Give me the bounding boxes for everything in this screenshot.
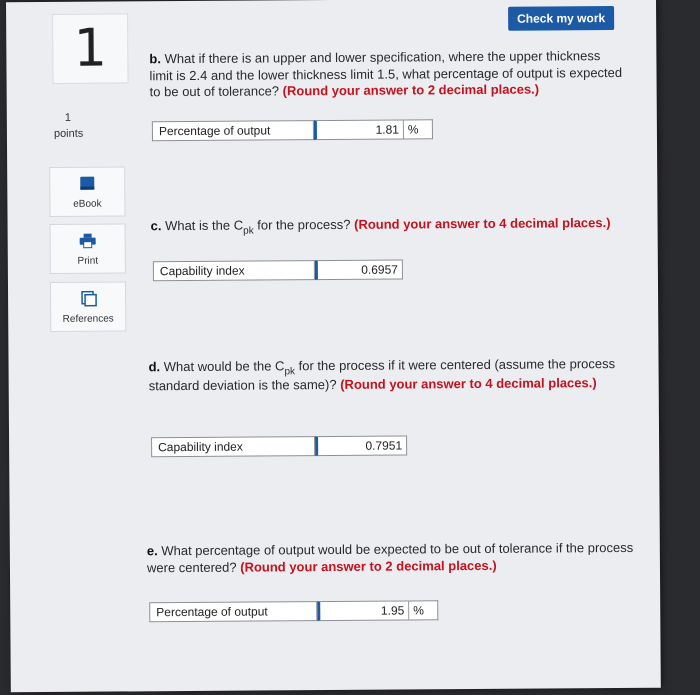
question-e (147, 540, 647, 576)
sidebar-references[interactable] (50, 281, 126, 332)
question-d-letter: d. (148, 359, 161, 375)
answer-e-input[interactable]: 1.95 (317, 600, 409, 621)
answer-c-input[interactable]: 0.6957 (315, 260, 403, 281)
answer-b-unit: % (404, 119, 433, 139)
answer-d-label: Capability index (151, 436, 315, 457)
answer-c-row (153, 260, 403, 282)
question-number-box (52, 13, 128, 84)
question-d-instruction: (Round your answer to 4 decimal places.) (340, 374, 597, 392)
check-my-work-button[interactable]: Check my work (508, 6, 614, 31)
points-value: 1 (64, 111, 71, 124)
question-e-letter: e. (146, 543, 158, 559)
answer-b-row (152, 119, 433, 141)
sidebar-print[interactable] (50, 223, 126, 274)
question-c-letter: c. (150, 218, 162, 234)
question-b-letter: b. (149, 51, 162, 67)
question-c-instruction: (Round your answer to 4 decimal places.) (354, 215, 611, 232)
answer-c-label: Capability index (153, 260, 315, 281)
question-e-text: What percentage of output would be expected to be out of tolerance if the process were centered? (146, 539, 634, 575)
question-c (151, 215, 641, 237)
answer-d-input[interactable]: 0.7951 (315, 435, 407, 456)
question-d-text-pre: What would be the C (163, 358, 285, 375)
sidebar-ebook-label: eBook (73, 198, 102, 210)
printer-icon (79, 233, 97, 249)
answer-d-row (151, 435, 407, 457)
sidebar-ebook[interactable] (49, 166, 125, 217)
question-c-subscript: pk (243, 225, 254, 237)
question-d-subscript: pk (284, 366, 296, 378)
references-icon (79, 291, 97, 307)
answer-e-unit: % (409, 600, 438, 620)
answer-e-row (149, 600, 438, 622)
answer-b-label: Percentage of output (152, 120, 314, 141)
question-b-text: What if there is an upper and lower specification, where the upper thickness limit is 2.4 and the lower thickness limit 1.5, what percentage of output is expected to be out of tolerance? (149, 48, 623, 100)
question-d (149, 356, 629, 394)
assignment-page (6, 0, 661, 692)
question-b-instruction: (Round your answer to 2 decimal places.) (282, 81, 540, 99)
question-d-text-post: for the process if it were centered (assume the process standard deviation is the same)? (148, 356, 616, 393)
book-icon (78, 176, 96, 192)
points-label: points (53, 127, 84, 140)
question-c-text-post: for the process? (253, 216, 351, 233)
answer-e-label: Percentage of output (149, 601, 317, 622)
question-number: 1 (73, 18, 108, 79)
question-e-instruction: (Round your answer to 2 decimal places.) (240, 557, 497, 575)
question-c-text-pre: What is the C (164, 217, 244, 234)
sidebar-print-label: Print (77, 255, 99, 267)
answer-b-input[interactable]: 1.81 (314, 119, 404, 140)
question-b (149, 48, 624, 101)
sidebar-references-label: References (62, 313, 114, 325)
